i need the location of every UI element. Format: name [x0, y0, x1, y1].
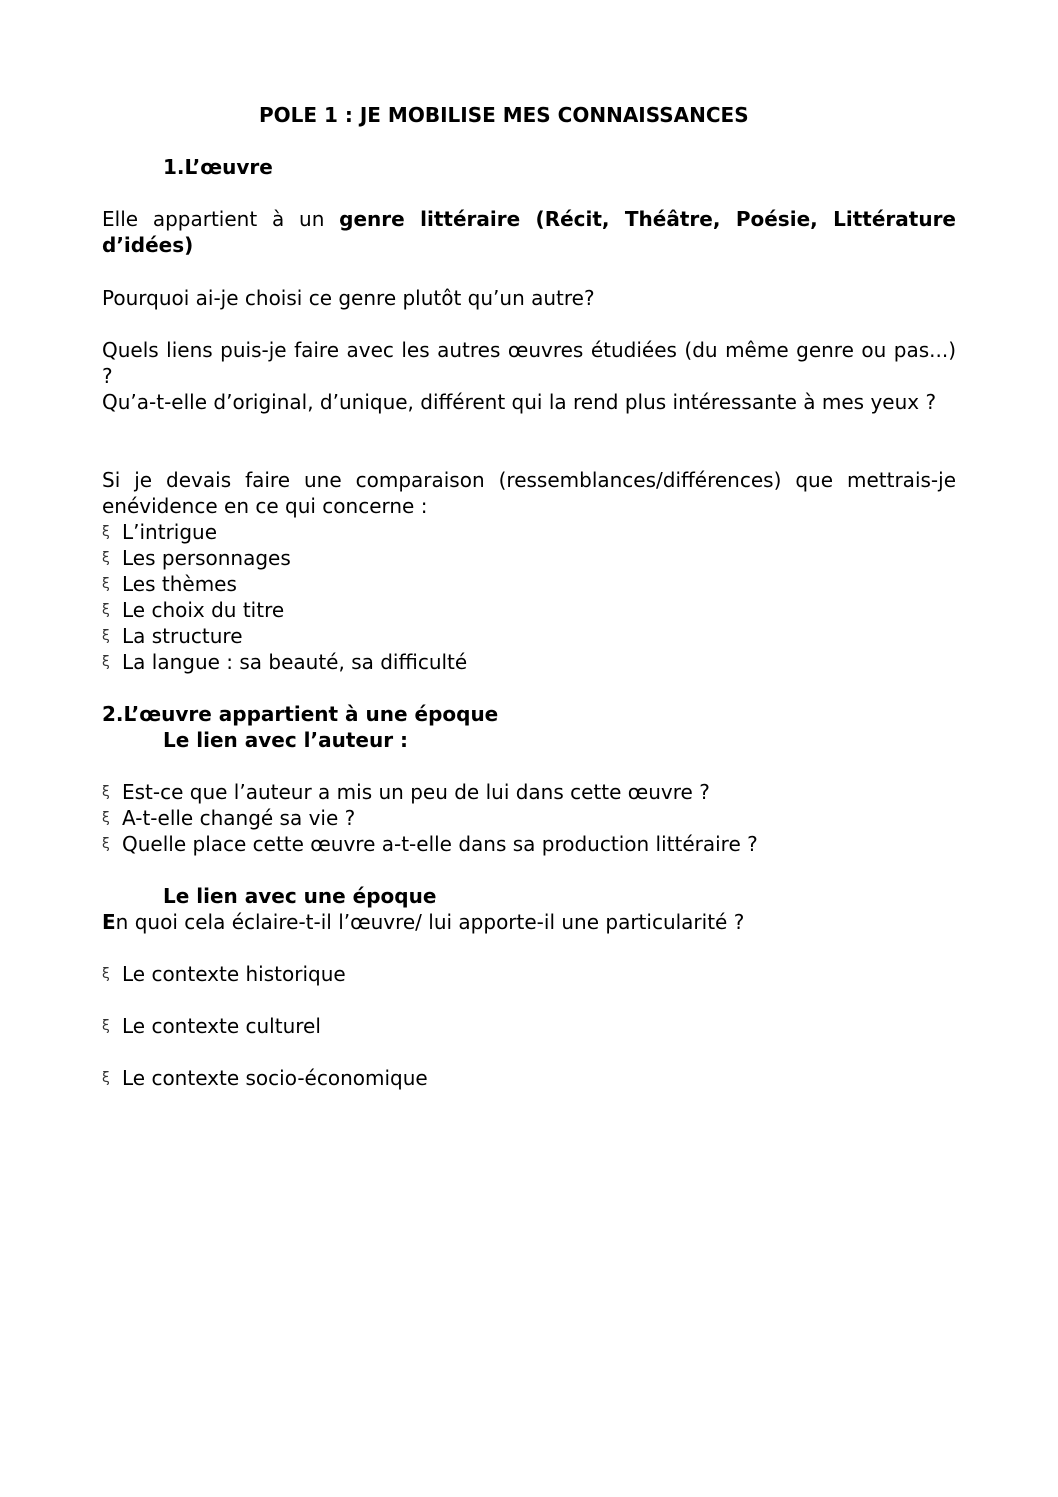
bullet-icon: ξ: [102, 1070, 110, 1086]
page-title: POLE 1 : JE MOBILISE MES CONNAISSANCES: [259, 103, 749, 127]
list-item: ξ La langue : sa beauté, sa difficulté: [102, 650, 468, 674]
bullet-icon: ξ: [102, 784, 110, 800]
list-item: ξ Les personnages: [102, 546, 291, 570]
subheading-author-link: Le lien avec l’auteur :: [163, 728, 409, 752]
era-question: En quoi cela éclaire-t-il l’œuvre/ lui apporte-il une particularité ?: [102, 910, 745, 934]
list-item: ξ Quelle place cette œuvre a-t-elle dans sa production littéraire ?: [102, 832, 758, 856]
question-original: Qu’a-t-elle d’original, d’unique, différent qui la rend plus intéressante à mes yeux ?: [102, 390, 937, 414]
list-item: ξ Est-ce que l’auteur a mis un peu de lui dans cette œuvre ?: [102, 780, 710, 804]
bullet-icon: ξ: [102, 1018, 110, 1034]
comparison-paragraph: Si je devais faire une comparaison (ressemblances/différences) que mettrais-je enévidence en ce qui concerne :: [102, 468, 956, 518]
bullet-icon: ξ: [102, 836, 110, 852]
bullet-icon: ξ: [102, 524, 110, 540]
genre-prefix: Elle appartient à un: [102, 207, 340, 231]
question-genre-choice: Pourquoi ai-je choisi ce genre plutôt qu’un autre?: [102, 286, 595, 310]
bullet-icon: ξ: [102, 550, 110, 566]
subheading-era-link: Le lien avec une époque: [163, 884, 437, 908]
list-item: ξ Le contexte historique: [102, 962, 346, 986]
question-links: Quels liens puis-je faire avec les autres œuvres étudiées (du même genre ou pas...) ?: [102, 338, 956, 388]
bullet-icon: ξ: [102, 576, 110, 592]
list-item: ξ A-t-elle changé sa vie ?: [102, 806, 356, 830]
bullet-icon: ξ: [102, 602, 110, 618]
bullet-icon: ξ: [102, 628, 110, 644]
bullet-icon: ξ: [102, 966, 110, 982]
list-item: ξ Les thèmes: [102, 572, 237, 596]
list-item: ξ Le choix du titre: [102, 598, 285, 622]
list-item: ξ La structure: [102, 624, 243, 648]
genre-paragraph: [102, 206, 956, 258]
section2-heading: 2.L’œuvre appartient à une époque: [102, 702, 499, 726]
list-item: ξ L’intrigue: [102, 520, 218, 544]
bullet-icon: ξ: [102, 654, 110, 670]
list-item: ξ Le contexte culturel: [102, 1014, 321, 1038]
genre-bold: genre littéraire (Récit, Théâtre, Poésie, Littérature d’idées): [102, 207, 956, 257]
bullet-icon: ξ: [102, 810, 110, 826]
list-item: ξ Le contexte socio-économique: [102, 1066, 428, 1090]
section1-heading: 1.L’œuvre: [163, 155, 273, 179]
